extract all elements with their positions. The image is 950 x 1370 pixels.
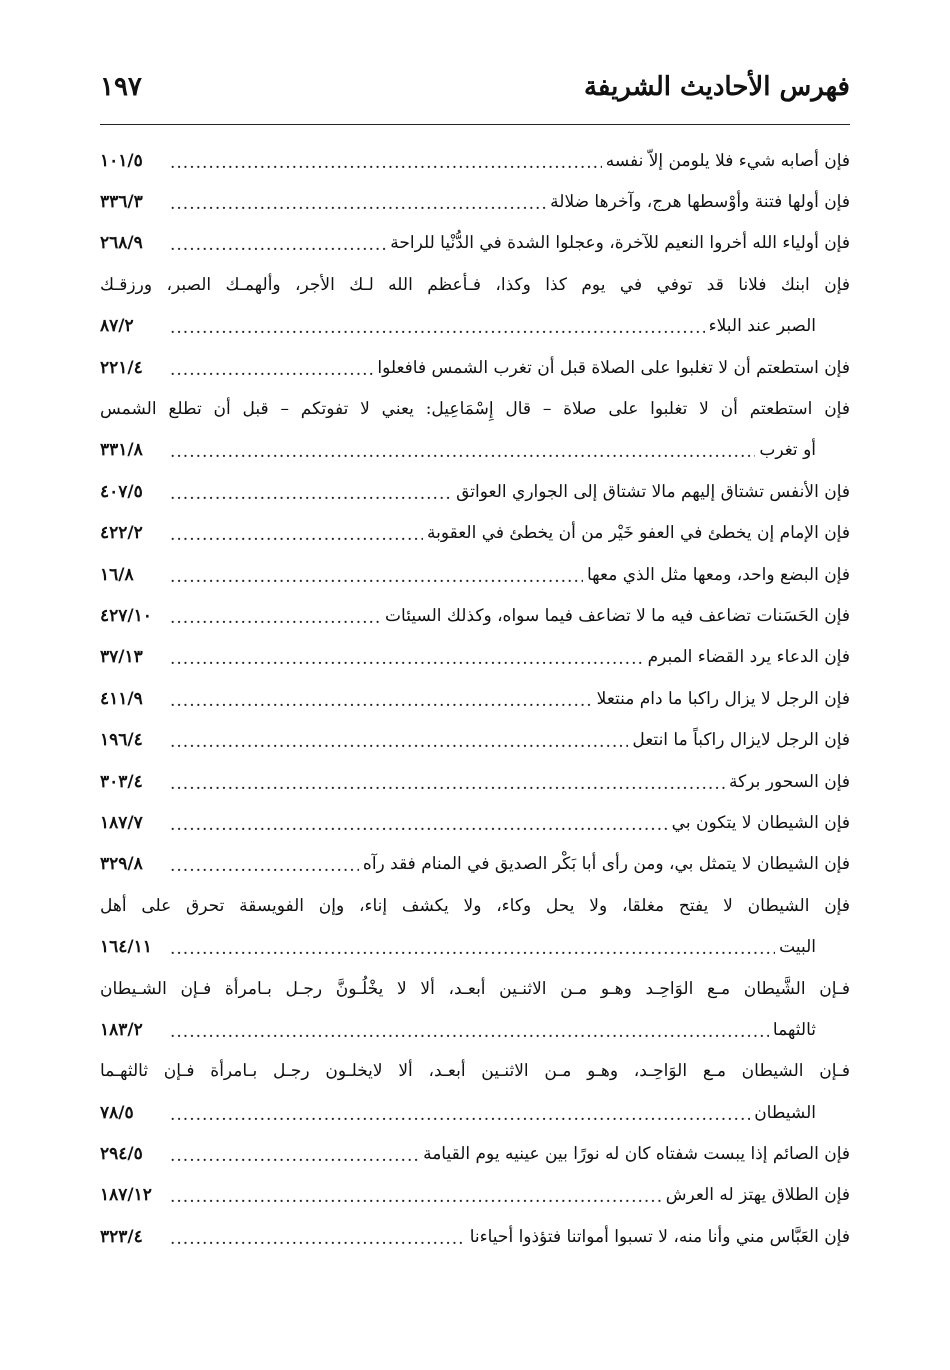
entry-line xyxy=(100,140,850,181)
volume-page-reference: ٣٢٣/٤ xyxy=(100,1226,143,1247)
dot-leader xyxy=(170,192,546,212)
entry-line xyxy=(100,761,850,802)
page-title: فهرس الأحاديث الشريفة xyxy=(583,72,850,102)
dot-leader xyxy=(170,482,452,502)
entry-line xyxy=(100,471,850,512)
entry-line xyxy=(100,347,850,388)
volume-page-reference: ٤٢٧/١٠ xyxy=(100,605,152,626)
page-number: ١٩٧ xyxy=(100,72,142,102)
hadith-text: فإن العَبَّاس مني وأنا منه، لا تسبوا أمواتنا فتؤذوا أحياءنا xyxy=(469,1226,850,1247)
dot-leader xyxy=(170,233,386,253)
dot-leader xyxy=(170,440,755,460)
index-entry xyxy=(100,347,850,388)
volume-page-reference: ٢٢١/٤ xyxy=(100,357,143,378)
hadith-text: فإن أولها فتنة وأوْسطها هرج، وآخرها ضلالة xyxy=(550,192,850,213)
index-entry xyxy=(100,223,850,264)
dot-leader xyxy=(170,606,381,626)
index-entry xyxy=(100,388,850,471)
index-entry xyxy=(100,264,850,347)
entry-line xyxy=(100,554,850,595)
volume-page-reference: ٧٨/٥ xyxy=(100,1102,134,1123)
hadith-text: فإن أصابه شيء فلا يلومن إلاّ نفسه xyxy=(605,150,850,171)
entry-line xyxy=(100,844,850,885)
hadith-text: فإن الرجل لايزال راكباً ما انتعل xyxy=(632,730,850,751)
volume-page-reference: ٨٧/٢ xyxy=(100,316,134,337)
dot-leader xyxy=(170,151,602,171)
dot-leader xyxy=(170,647,644,667)
hadith-text: الصبر عند البلاء xyxy=(708,316,816,337)
volume-page-reference: ٣٣٦/٣ xyxy=(100,192,143,213)
entry-line xyxy=(100,637,850,678)
entry-line xyxy=(100,1009,850,1050)
index-entry xyxy=(100,140,850,181)
entry-line xyxy=(100,926,850,967)
entry-line xyxy=(100,968,850,1009)
volume-page-reference: ٤١١/٩ xyxy=(100,688,143,709)
dot-leader xyxy=(170,1020,769,1040)
hadith-text: فإن ابنك فلانا قد توفي في يوم كذا وكذا، فـأعظم الله لـك الأجر، وألهمـك الصبر، ورزقـك xyxy=(100,274,850,295)
dot-leader xyxy=(170,689,593,709)
entry-line xyxy=(100,595,850,636)
volume-page-reference: ١٦٤/١١ xyxy=(100,937,152,958)
dot-leader xyxy=(170,1144,419,1164)
volume-page-reference: ١٩٦/٤ xyxy=(100,730,143,751)
index-entry xyxy=(100,1216,850,1257)
volume-page-reference: ١٨٧/١٢ xyxy=(100,1185,152,1206)
hadith-text: البيت xyxy=(779,937,816,958)
volume-page-reference: ١٠١/٥ xyxy=(100,150,143,171)
index-entry xyxy=(100,471,850,512)
hadith-text: فإن الطلاق يهتز له العرش xyxy=(665,1185,850,1206)
dot-leader xyxy=(170,1103,750,1123)
hadith-text: فإن السحور بركة xyxy=(729,771,850,792)
dot-leader xyxy=(170,813,668,833)
hadith-text: فإن الشيطان لا يتمثل بي، ومن رأى أبا بَكْر الصديق في المنام فقد رآه xyxy=(362,854,850,875)
entry-line xyxy=(100,181,850,222)
hadith-text: فإن استطعتم أن لا تغلبوا على الصلاة قبل أن تغرب الشمس فافعلوا xyxy=(377,357,850,378)
index-entry xyxy=(100,1133,850,1174)
volume-page-reference: ٣٣١/٨ xyxy=(100,440,143,461)
dot-leader xyxy=(170,937,775,957)
entry-line xyxy=(100,1133,850,1174)
dot-leader xyxy=(170,1227,466,1247)
dot-leader xyxy=(170,854,359,874)
hadith-text: ثالثهما xyxy=(772,1019,816,1040)
index-entry xyxy=(100,678,850,719)
dot-leader xyxy=(170,523,423,543)
dot-leader xyxy=(170,730,628,750)
hadith-text: فـإن الشَّيطان مـع الوَاحِـد وهـو مـن الاثنـين أبعـد، ألا لا يخْلُـونَّ رجـل بـامرأة فـإن الشـيطان xyxy=(100,978,850,999)
entry-line xyxy=(100,885,850,926)
page-header xyxy=(100,68,850,108)
entry-line xyxy=(100,719,850,760)
index-entry xyxy=(100,181,850,222)
header-divider xyxy=(100,124,850,125)
index-entry xyxy=(100,719,850,760)
hadith-text: فإن الصائم إذا يبست شفتاه كان له نورًا بين عينيه يوم القيامة xyxy=(423,1144,850,1165)
hadith-text: فإن الشيطان لا يتكون بي xyxy=(671,812,850,833)
hadith-text: أو تغرب xyxy=(759,440,816,461)
volume-page-reference: ٣٠٣/٤ xyxy=(100,771,143,792)
entry-line xyxy=(100,264,850,305)
entry-line xyxy=(100,1051,850,1092)
hadith-text: فإن الحَسَنات تضاعف فيه ما لا تضاعف فيما سواه، وكذلك السيئات xyxy=(385,605,850,626)
volume-page-reference: ١٨٣/٢ xyxy=(100,1019,143,1040)
entry-line xyxy=(100,1216,850,1257)
index-entry xyxy=(100,1175,850,1216)
volume-page-reference: ١٨٧/٧ xyxy=(100,812,143,833)
entry-line xyxy=(100,430,850,471)
index-entry xyxy=(100,761,850,802)
hadith-text: فـإن الشيطان مـع الوَاحِـد، وهـو مـن الاثنـين أبعـد، ألا لايخلـون رجـل بـامرأة فـإن ثالثهـما xyxy=(100,1061,850,1082)
index-entry xyxy=(100,844,850,885)
hadith-text: فإن استطعتم أن لا تغلبوا على صلاة – قال إِسْمَاعِيل: يعني لا تفوتكم – قبل أن تطلع الشمس xyxy=(100,399,850,420)
hadith-text: فإن الرجل لا يزال راكبا ما دام منتعلا xyxy=(596,688,850,709)
index-entry xyxy=(100,968,850,1051)
index-entry xyxy=(100,637,850,678)
volume-page-reference: ٢٦٨/٩ xyxy=(100,233,143,254)
index-entry xyxy=(100,885,850,968)
entry-line xyxy=(100,513,850,554)
hadith-text: فإن الدعاء يرد القضاء المبرم xyxy=(647,647,850,668)
volume-page-reference: ٣٢٩/٨ xyxy=(100,854,143,875)
hadith-text: فإن الأنفس تشتاق إليهم مالا تشتاق إلى الجواري العواتق xyxy=(456,481,850,502)
hadith-text: فإن الإمام إن يخطئ في العفو خَيْر من أن يخطئ في العقوبة xyxy=(427,523,850,544)
dot-leader xyxy=(170,565,583,585)
dot-leader xyxy=(170,358,373,378)
dot-leader xyxy=(170,316,705,336)
entry-line xyxy=(100,1092,850,1133)
hadith-text: فإن البضع واحد، ومعها مثل الذي معها xyxy=(587,564,850,585)
entry-line xyxy=(100,388,850,429)
hadith-text: الشيطان xyxy=(754,1102,816,1123)
dot-leader xyxy=(170,1185,662,1205)
hadith-text: فإن الشيطان لا يفتح مغلقا، ولا يحل وكاء، ولا يكشف إناء، وإن الفويسقة تحرق على أهل xyxy=(100,895,850,916)
index-entry xyxy=(100,595,850,636)
hadith-text: فإن أولياء الله أخروا النعيم للآخرة، وعجلوا الشدة في الدُّنْيا للراحة xyxy=(390,233,850,254)
index-entry xyxy=(100,513,850,554)
entry-line xyxy=(100,1175,850,1216)
hadith-index-list xyxy=(100,140,850,1258)
entry-line xyxy=(100,802,850,843)
volume-page-reference: ٤٠٧/٥ xyxy=(100,481,143,502)
index-entry xyxy=(100,1051,850,1134)
volume-page-reference: ٢٩٤/٥ xyxy=(100,1144,143,1165)
entry-line xyxy=(100,678,850,719)
dot-leader xyxy=(170,772,725,792)
index-entry xyxy=(100,554,850,595)
volume-page-reference: ١٦/٨ xyxy=(100,564,134,585)
volume-page-reference: ٤٢٢/٢ xyxy=(100,523,143,544)
index-entry xyxy=(100,802,850,843)
entry-line xyxy=(100,223,850,264)
volume-page-reference: ٣٧/١٣ xyxy=(100,647,143,668)
entry-line xyxy=(100,306,850,347)
